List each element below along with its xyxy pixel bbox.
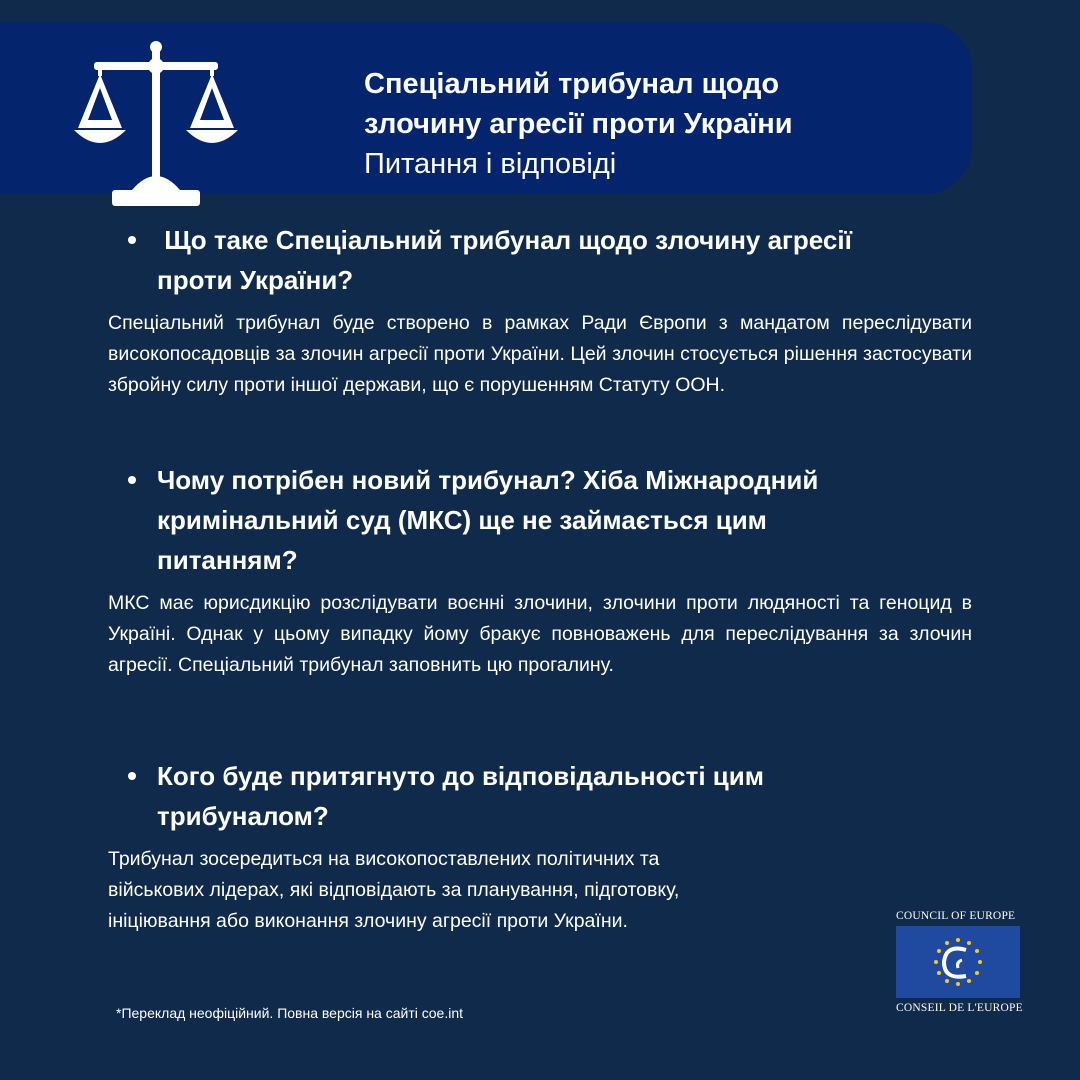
bullet-icon [128,236,136,244]
logo-bottom-text: CONSEIL DE L'EUROPE [896,1002,1023,1014]
answer-3-line-3: ініціювання або виконання злочину агресії проти України. [108,910,628,932]
header-title-line-2: злочину агресії проти України [364,108,793,140]
answer-3 [108,844,972,937]
question-2 [108,460,972,580]
answer-3-line-2: військових лідерах, які відповідають за планування, підготовку, [108,879,680,901]
question-3-line-1: Кого буде притягнуто до відповідальності цим [157,761,765,791]
qa-item-2 [108,460,972,681]
question-1-line-1: Що таке Спеціальний трибунал щодо злочину агресії [157,225,852,255]
header-panel [0,22,972,194]
header-subtitle: Питання і відповіді [364,148,617,180]
question-3-line-2: трибуналом? [157,801,329,831]
bullet-icon [128,772,136,780]
translation-footnote: *Переклад неофіційний. Повна версія на сайті coe.int [116,1005,463,1021]
answer-2: МКС має юрисдикцію розслідувати воєнні злочини, злочини проти людяності та геноцид в Україні. Однак у цьому випадку йому бракує повноважень для переслідування за злочин агресії. Спеціальний трибунал заповнить цю прогалину. [108,592,972,676]
council-of-europe-flag-icon [896,926,1020,998]
answer-1: Спеціальний трибунал буде створено в рамках Ради Європи з мандатом переслідувати високопосадовців за злочин агресії проти України. Цей злочин стосується рішення застосувати збройну силу проти іншої держави, що є порушенням Статуту ООН. [108,312,972,396]
logo-top-text: COUNCIL OF EUROPE [896,910,1016,922]
header-title-line-1: Спеціальний трибунал щодо [364,68,780,100]
qa-item-1 [108,220,972,401]
qa-item-3 [108,756,972,937]
question-2-line-1: Чому потрібен новий трибунал? Хіба Міжнародний [157,465,819,495]
answer-3-line-1: Трибунал зосередиться на високопоставлених політичних та [108,848,660,870]
council-of-europe-logo [896,908,1023,1016]
question-1 [108,220,972,300]
question-1-line-2: проти України? [157,265,354,295]
question-2-line-2: кримінальний суд (МКС) ще не займається цим [157,505,767,535]
header-text [364,64,793,184]
question-3 [108,756,972,836]
question-2-line-3: питанням? [157,545,298,575]
bullet-icon [128,476,136,484]
scales-of-justice-icon [72,40,242,210]
